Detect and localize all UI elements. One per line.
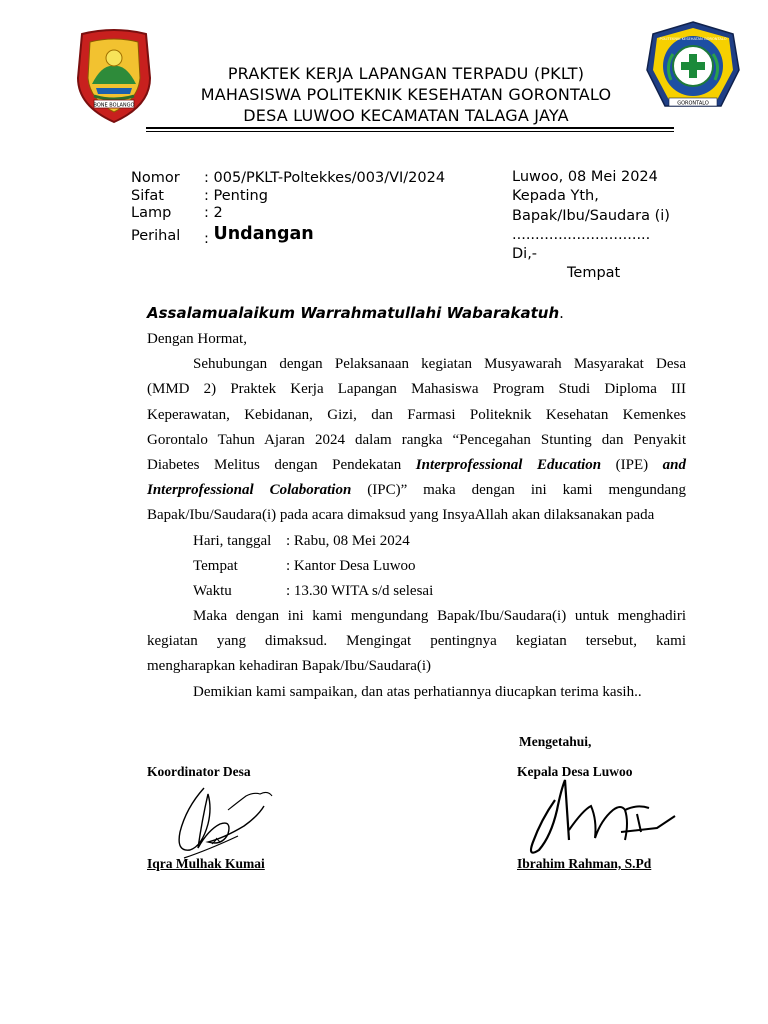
- paragraph-1-line-1: Sehubungan dengan Pelaksanaan kegiatan Musyawarah Masyarakat Desa: [193, 356, 686, 373]
- right-logo-bottom-label: GORONTALO: [677, 100, 709, 107]
- letterhead-line-1: PRAKTEK KERJA LAPANGAN TERPADU (PKLT): [227, 64, 585, 83]
- acknowledged-label: Mengetahui,: [519, 734, 592, 749]
- p1-l5-a: Diabetes Melitus dengan Pendekatan: [147, 457, 416, 474]
- closing: Demikian kami sampaikan, dan atas perhatiannya diucapkan terima kasih..: [193, 683, 642, 700]
- address-to: Kepada Yth,: [512, 188, 599, 205]
- event-time-label: Waktu: [193, 583, 232, 599]
- bone-bolango-logo: [72, 28, 156, 126]
- letterhead-line-2: MAHASISWA POLITEKNIK KESEHATAN GORONTALO: [200, 85, 612, 104]
- event-place-row: [193, 558, 416, 575]
- left-signatory-title: Koordinator Desa: [147, 764, 251, 779]
- sifat-label: Sifat: [131, 187, 164, 204]
- p1-l5-and: and: [662, 457, 686, 474]
- lamp-value: : 2: [204, 205, 223, 221]
- address-di: Di,-: [512, 246, 538, 263]
- letterhead-line-3: DESA LUWOO KECAMATAN TALAGA JAYA: [243, 106, 569, 125]
- paragraph-1-line-3: Keperawatan, Kebidanan, Gizi, dan Farmasi Politeknik Kesehatan Kemenkes: [147, 406, 686, 423]
- address-block: [512, 168, 670, 284]
- left-signatory-name: Iqra Mulhak Kumai: [147, 856, 265, 871]
- paragraph-1-line-5: [147, 453, 686, 478]
- right-signatory-name: Ibrahim Rahman, S.Pd: [517, 856, 652, 871]
- paragraph-2: [147, 604, 686, 705]
- salutation: Dengan Hormat,: [147, 331, 247, 347]
- lamp-label: Lamp: [131, 205, 172, 221]
- event-day-row: [193, 533, 410, 550]
- p1-l5-c: (IPE): [601, 457, 663, 474]
- event-place-value: : Kantor Desa Luwoo: [286, 558, 416, 574]
- address-place: Tempat: [567, 265, 621, 282]
- paragraph-2-line-2: kegiatan yang dimaksud. Mengingat pentingnya kegiatan tersebut, kami: [147, 633, 686, 650]
- event-time-value: : 13.30 WITA s/d selesai: [286, 583, 434, 599]
- event-place-label: Tempat: [193, 558, 238, 574]
- letterhead: [150, 63, 662, 126]
- greeting: [147, 304, 564, 322]
- right-signatory-title: Kepala Desa Luwoo: [517, 764, 633, 779]
- right-logo-top-label: POLITEKNIK KESEHATAN GORONTALO: [659, 37, 727, 41]
- perihal-value: Undangan: [213, 223, 314, 244]
- letter-body: [147, 327, 686, 529]
- letter-date: Luwoo, 08 Mei 2024: [512, 169, 658, 185]
- event-time-row: [193, 583, 433, 600]
- paragraph-2-line-3: mengharapkan kehadiran Bapak/Ibu/Saudara(i): [147, 658, 432, 675]
- perihal-label: Perihal: [131, 227, 181, 244]
- paragraph-1-line-4: Gorontalo Tahun Ajaran 2024 dalam rangka “Pencegahan Stunting dan Penyakit: [147, 431, 686, 448]
- nomor-value: : 005/PKLT-Poltekkes/003/VI/2024: [204, 170, 446, 186]
- perihal-colon: :: [204, 230, 214, 247]
- greeting-text: Assalamualaikum Warrahmatullahi Wabarakatuh: [147, 304, 560, 322]
- address-dots: ..............................: [512, 226, 651, 243]
- p1-l6-b: (IPC)” maka dengan ini kami mengundang: [351, 482, 686, 499]
- letterhead-divider: [146, 127, 674, 129]
- address-recipient: Bapak/Ibu/Saudara (i): [512, 207, 670, 224]
- paragraph-1-line-7: Bapak/Ibu/Saudara(i) pada acara dimaksud yang InsyaAllah akan dilaksanakan pada: [147, 507, 655, 524]
- ipe-term: Interprofessional Education: [415, 457, 602, 474]
- left-logo-label: BONE BOLANGO: [93, 102, 135, 109]
- sifat-value: : Penting: [204, 187, 268, 204]
- paragraph-1-line-6: [147, 478, 686, 503]
- nomor-label: Nomor: [131, 170, 180, 186]
- greeting-end: .: [559, 304, 564, 322]
- event-day-label: Hari, tanggal: [193, 533, 272, 549]
- ipc-term: Interprofessional Colaboration: [147, 482, 352, 499]
- letterhead-divider-thin: [146, 131, 674, 132]
- paragraph-1-line-2: (MMD 2) Praktek Kerja Lapangan Mahasiswa Program Studi Diploma III: [147, 381, 686, 398]
- event-day-value: : Rabu, 08 Mei 2024: [286, 533, 410, 549]
- paragraph-2-line-1: Maka dengan ini kami mengundang Bapak/Ibu/Saudara(i) untuk menghadiri: [193, 608, 686, 624]
